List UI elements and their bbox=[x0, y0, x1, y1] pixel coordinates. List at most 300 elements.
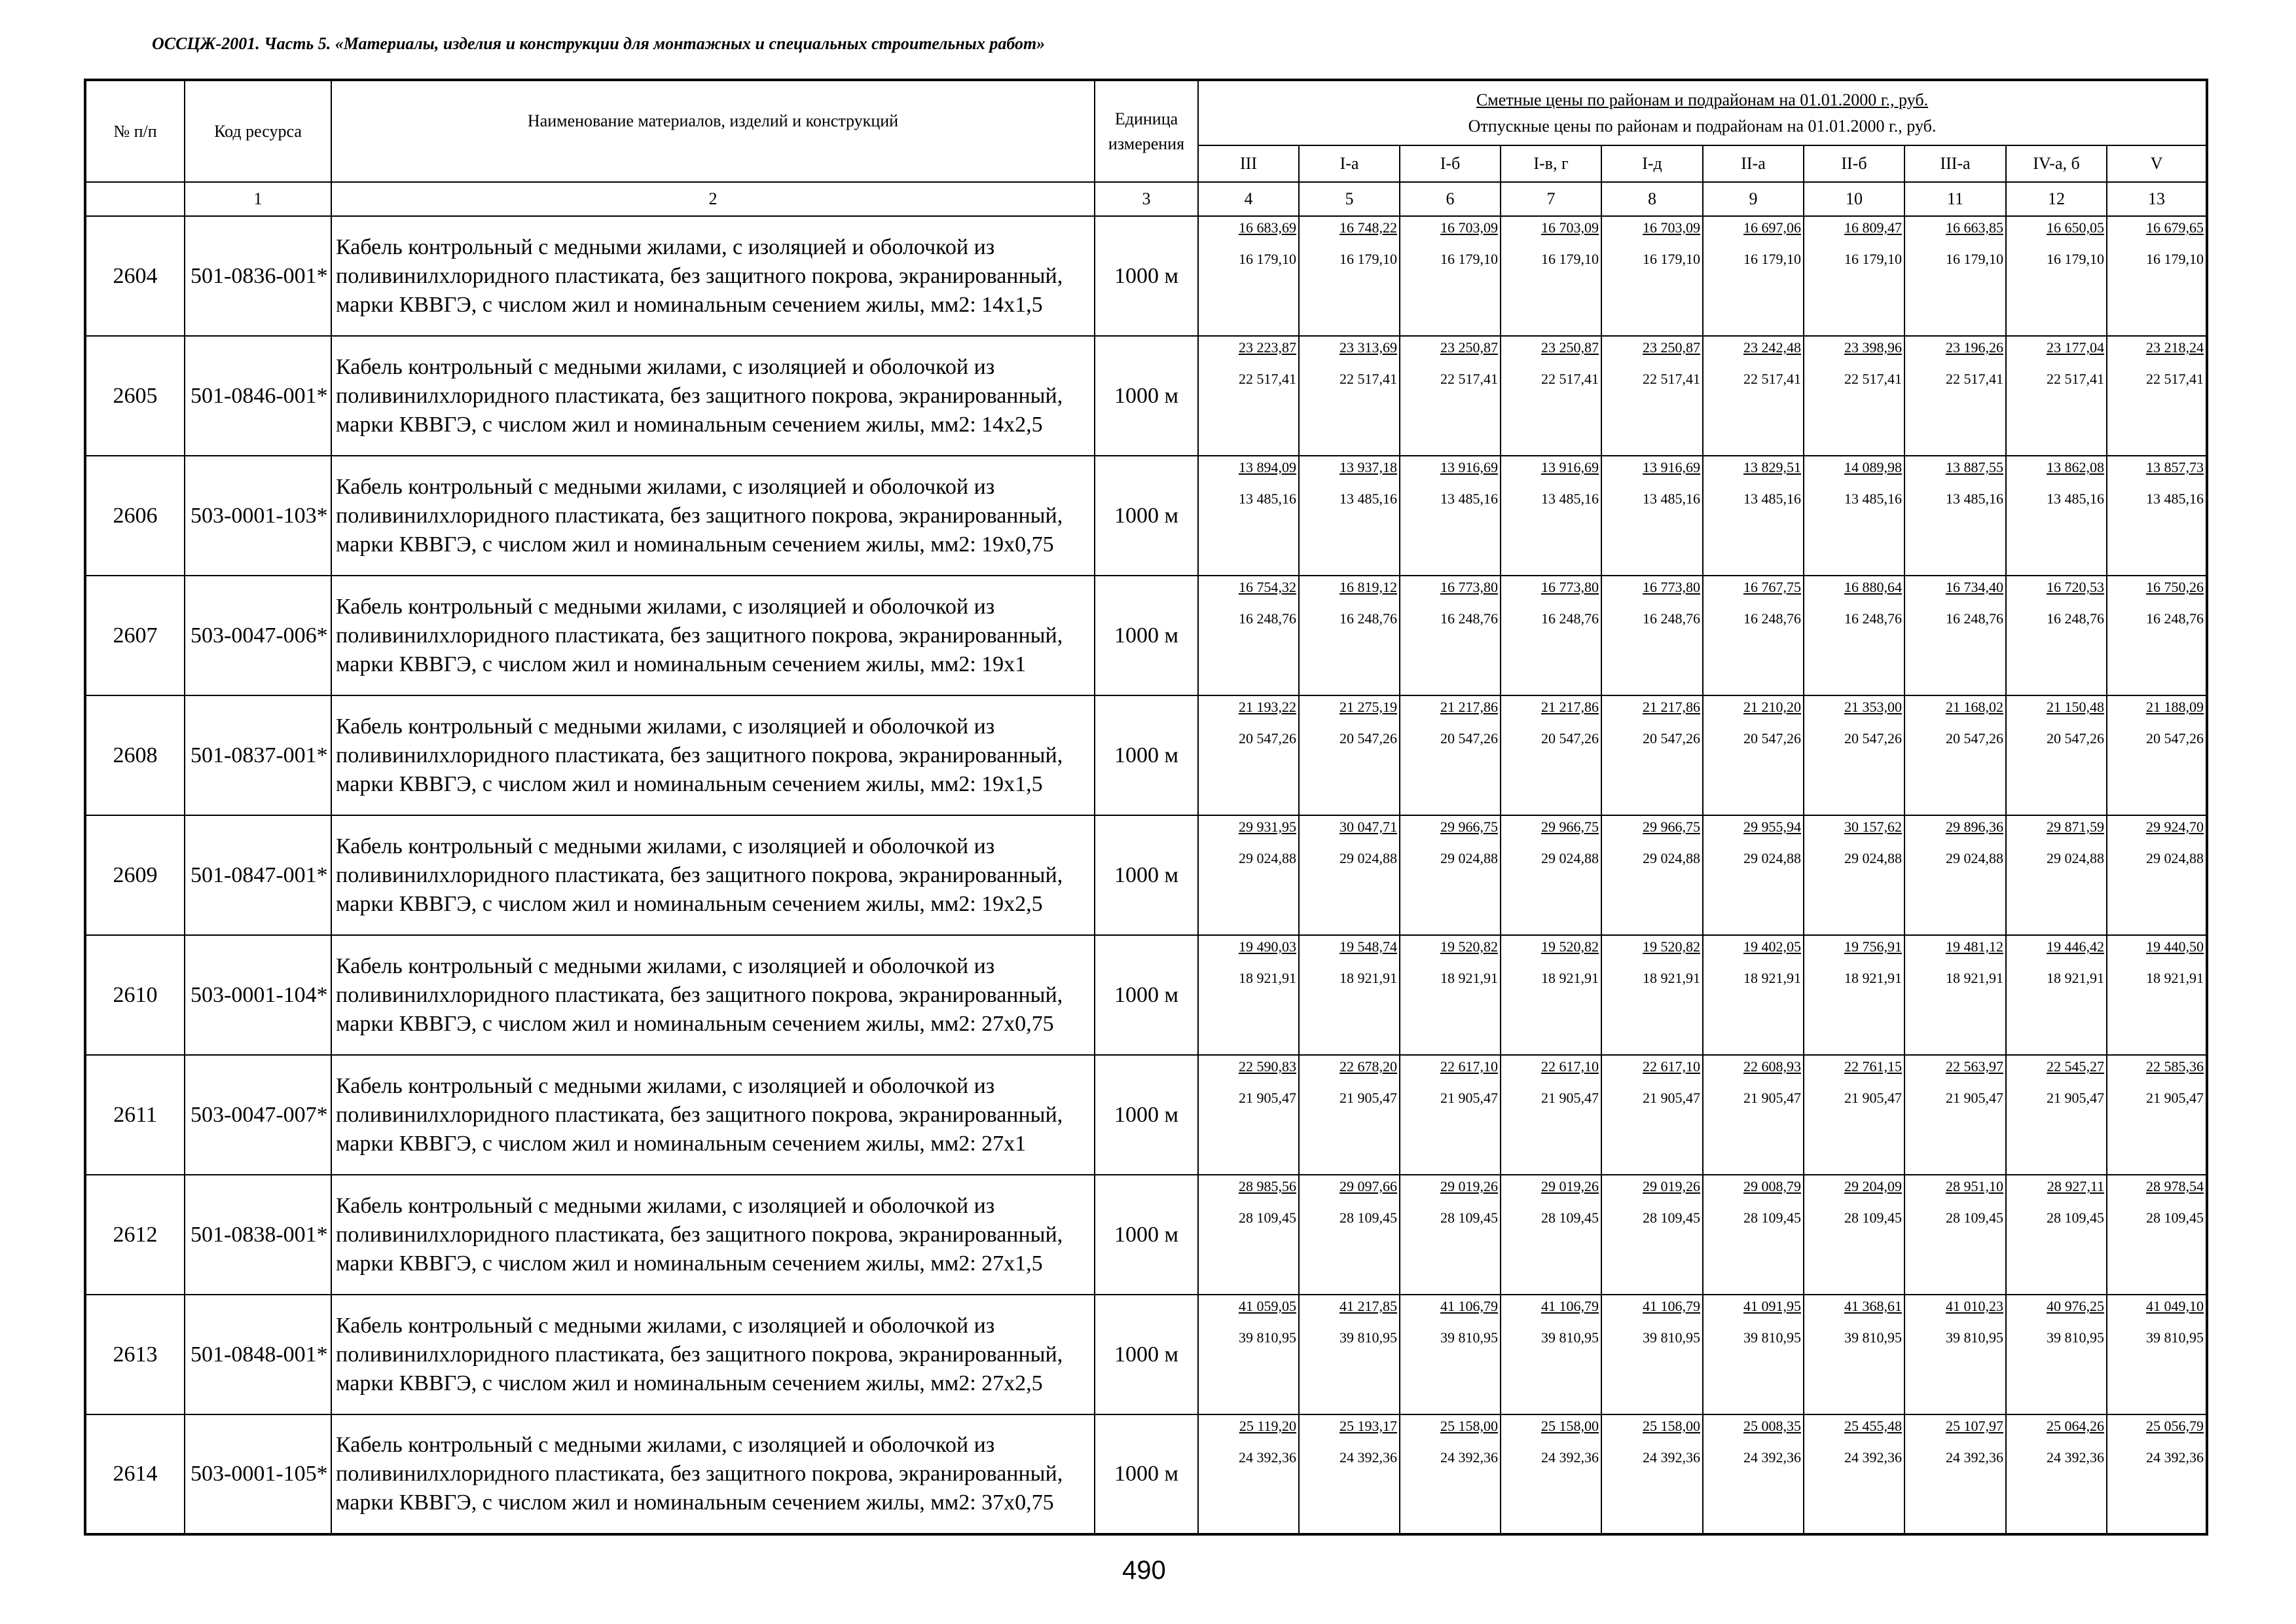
column-index: 4 bbox=[1198, 182, 1299, 216]
estimate-price: 13 937,18 bbox=[1339, 459, 1397, 475]
estimate-price: 13 862,08 bbox=[2047, 459, 2104, 475]
estimate-price: 28 985,56 bbox=[1239, 1178, 1296, 1194]
estimate-price: 30 157,62 bbox=[1844, 819, 1902, 835]
estimate-price: 23 250,87 bbox=[1541, 339, 1599, 356]
estimate-price: 21 217,86 bbox=[1643, 699, 1700, 715]
estimate-price: 22 608,93 bbox=[1743, 1058, 1801, 1075]
row-number: 2605 bbox=[85, 336, 185, 456]
price-cell bbox=[2107, 695, 2207, 815]
estimate-price: 16 773,80 bbox=[1643, 579, 1700, 595]
release-price: 22 517,41 bbox=[1239, 371, 1296, 387]
estimate-price: 29 019,26 bbox=[1541, 1178, 1599, 1194]
price-cell bbox=[1804, 1175, 1904, 1295]
material-name: Кабель контрольный с медными жилами, с изоляцией и оболочкой из поливинилхлоридного пластиката, без защитного покрова, экранированный, марки КВВГЭ, с числом жил и номинальным сечением жилы, мм2: 19x0,75 bbox=[331, 456, 1095, 576]
price-cell bbox=[2107, 336, 2207, 456]
release-price: 24 392,36 bbox=[1440, 1449, 1498, 1466]
estimate-price: 16 683,69 bbox=[1239, 219, 1296, 236]
price-cell bbox=[1601, 1175, 1703, 1295]
release-price: 16 248,76 bbox=[1541, 610, 1599, 627]
estimate-price: 41 049,10 bbox=[2146, 1298, 2204, 1314]
estimate-price: 16 880,64 bbox=[1844, 579, 1902, 595]
table-row bbox=[85, 1414, 2207, 1534]
estimate-price: 13 916,69 bbox=[1440, 459, 1498, 475]
estimate-price: 19 446,42 bbox=[2047, 938, 2104, 955]
estimate-price: 16 703,09 bbox=[1440, 219, 1498, 236]
estimate-price: 14 089,98 bbox=[1844, 459, 1902, 475]
column-index bbox=[85, 182, 185, 216]
price-cell bbox=[1299, 695, 1400, 815]
price-cell bbox=[1501, 336, 1601, 456]
table-row bbox=[85, 1295, 2207, 1414]
release-price: 29 024,88 bbox=[1643, 850, 1700, 866]
table-row bbox=[85, 576, 2207, 695]
price-cell bbox=[1904, 1414, 2006, 1534]
estimate-price: 23 223,87 bbox=[1239, 339, 1296, 356]
region-header: III bbox=[1198, 145, 1299, 182]
unit-of-measure: 1000 м bbox=[1095, 1295, 1198, 1414]
unit-of-measure: 1000 м bbox=[1095, 815, 1198, 935]
column-index: 3 bbox=[1095, 182, 1198, 216]
price-cell bbox=[1299, 1175, 1400, 1295]
material-name: Кабель контрольный с медными жилами, с изоляцией и оболочкой из поливинилхлоридного пластиката, без защитного покрова, экранированный, марки КВВГЭ, с числом жил и номинальным сечением жилы, мм2: 27x0,75 bbox=[331, 935, 1095, 1055]
release-price: 21 905,47 bbox=[1339, 1090, 1397, 1106]
column-index: 5 bbox=[1299, 182, 1400, 216]
price-cell bbox=[1198, 1414, 1299, 1534]
price-cell bbox=[1198, 576, 1299, 695]
release-price: 39 810,95 bbox=[2047, 1329, 2104, 1346]
estimate-price: 16 679,65 bbox=[2146, 219, 2204, 236]
price-cell bbox=[2107, 1055, 2207, 1175]
release-price: 28 109,45 bbox=[1239, 1209, 1296, 1226]
release-price: 16 248,76 bbox=[2146, 610, 2204, 627]
release-price: 16 248,76 bbox=[1239, 610, 1296, 627]
release-price: 21 905,47 bbox=[1440, 1090, 1498, 1106]
release-price: 20 547,26 bbox=[1339, 730, 1397, 747]
release-price: 39 810,95 bbox=[1743, 1329, 1801, 1346]
price-cell bbox=[1198, 815, 1299, 935]
col-header-name: Наименование материалов, изделий и конструкций bbox=[331, 80, 1095, 182]
price-cell bbox=[2107, 1295, 2207, 1414]
unit-of-measure: 1000 м bbox=[1095, 576, 1198, 695]
estimate-price: 23 250,87 bbox=[1440, 339, 1498, 356]
region-header: III-а bbox=[1904, 145, 2006, 182]
estimate-price: 25 158,00 bbox=[1541, 1418, 1599, 1434]
release-price: 39 810,95 bbox=[1339, 1329, 1397, 1346]
release-price: 22 517,41 bbox=[1440, 371, 1498, 387]
release-price: 29 024,88 bbox=[1946, 850, 2003, 866]
price-cell bbox=[1904, 216, 2006, 336]
release-price: 24 392,36 bbox=[1339, 1449, 1397, 1466]
column-index-row bbox=[85, 182, 2207, 216]
release-price: 16 248,76 bbox=[2047, 610, 2104, 627]
estimate-price: 29 931,95 bbox=[1239, 819, 1296, 835]
estimate-price: 16 748,22 bbox=[1339, 219, 1397, 236]
price-cell bbox=[1703, 1055, 1804, 1175]
release-price: 29 024,88 bbox=[1339, 850, 1397, 866]
table-row bbox=[85, 216, 2207, 336]
estimate-price: 22 761,15 bbox=[1844, 1058, 1902, 1075]
estimate-price: 22 617,10 bbox=[1643, 1058, 1700, 1075]
estimate-price: 25 064,26 bbox=[2047, 1418, 2104, 1434]
release-price: 16 179,10 bbox=[1339, 251, 1397, 267]
release-price: 22 517,41 bbox=[2047, 371, 2104, 387]
estimate-price: 19 440,50 bbox=[2146, 938, 2204, 955]
release-price: 39 810,95 bbox=[1643, 1329, 1700, 1346]
price-cell bbox=[1299, 935, 1400, 1055]
estimate-price: 29 019,26 bbox=[1440, 1178, 1498, 1194]
price-cell bbox=[1501, 456, 1601, 576]
release-price: 24 392,36 bbox=[1844, 1449, 1902, 1466]
price-cell bbox=[1501, 935, 1601, 1055]
region-header: I-б bbox=[1400, 145, 1501, 182]
unit-of-measure: 1000 м bbox=[1095, 456, 1198, 576]
price-cell bbox=[1501, 216, 1601, 336]
column-index: 11 bbox=[1904, 182, 2006, 216]
price-cell bbox=[1703, 1295, 1804, 1414]
price-cell bbox=[1501, 695, 1601, 815]
unit-of-measure: 1000 м bbox=[1095, 1055, 1198, 1175]
resource-code: 503-0047-006* bbox=[185, 576, 331, 695]
price-cell bbox=[1299, 1414, 1400, 1534]
table-row bbox=[85, 456, 2207, 576]
price-cell bbox=[1299, 336, 1400, 456]
estimate-price: 16 703,09 bbox=[1541, 219, 1599, 236]
resource-code: 501-0847-001* bbox=[185, 815, 331, 935]
col-header-unit: Единица измерения bbox=[1095, 80, 1198, 182]
price-cell bbox=[1198, 1175, 1299, 1295]
release-price: 16 179,10 bbox=[1844, 251, 1902, 267]
price-cell bbox=[1198, 935, 1299, 1055]
price-cell bbox=[1299, 1055, 1400, 1175]
estimate-price: 41 368,61 bbox=[1844, 1298, 1902, 1314]
estimate-price: 16 663,85 bbox=[1946, 219, 2003, 236]
region-header: IV-а, б bbox=[2006, 145, 2107, 182]
estimate-price: 13 894,09 bbox=[1239, 459, 1296, 475]
release-price: 16 179,10 bbox=[1440, 251, 1498, 267]
price-cell bbox=[1601, 1414, 1703, 1534]
price-header-estimate: Сметные цены по районам и подрайонам на 01.01.2000 г., руб. bbox=[1476, 90, 1929, 109]
estimate-price: 23 218,24 bbox=[2146, 339, 2204, 356]
column-index: 6 bbox=[1400, 182, 1501, 216]
estimate-price: 29 871,59 bbox=[2047, 819, 2104, 835]
price-cell bbox=[1904, 336, 2006, 456]
release-price: 22 517,41 bbox=[1643, 371, 1700, 387]
estimate-price: 41 106,79 bbox=[1541, 1298, 1599, 1314]
estimate-price: 16 734,40 bbox=[1946, 579, 2003, 595]
region-header: II-б bbox=[1804, 145, 1904, 182]
release-price: 29 024,88 bbox=[1743, 850, 1801, 866]
price-cell bbox=[1400, 456, 1501, 576]
price-cell bbox=[1703, 576, 1804, 695]
price-cell bbox=[1601, 216, 1703, 336]
estimate-price: 25 158,00 bbox=[1643, 1418, 1700, 1434]
region-header: I-а bbox=[1299, 145, 1400, 182]
release-price: 29 024,88 bbox=[1440, 850, 1498, 866]
resource-code: 503-0047-007* bbox=[185, 1055, 331, 1175]
release-price: 22 517,41 bbox=[1946, 371, 2003, 387]
estimate-price: 19 481,12 bbox=[1946, 938, 2003, 955]
price-cell bbox=[1501, 1175, 1601, 1295]
price-cell bbox=[1703, 1175, 1804, 1295]
column-index: 12 bbox=[2006, 182, 2107, 216]
column-index: 9 bbox=[1703, 182, 1804, 216]
estimate-price: 22 678,20 bbox=[1339, 1058, 1397, 1075]
release-price: 29 024,88 bbox=[1239, 850, 1296, 866]
release-price: 28 109,45 bbox=[1541, 1209, 1599, 1226]
release-price: 20 547,26 bbox=[1541, 730, 1599, 747]
release-price: 18 921,91 bbox=[1239, 970, 1296, 986]
price-cell bbox=[1198, 1055, 1299, 1175]
release-price: 13 485,16 bbox=[1440, 490, 1498, 507]
estimate-price: 41 217,85 bbox=[1339, 1298, 1397, 1314]
price-cell bbox=[1904, 935, 2006, 1055]
material-name: Кабель контрольный с медными жилами, с изоляцией и оболочкой из поливинилхлоридного пластиката, без защитного покрова, экранированный, марки КВВГЭ, с числом жил и номинальным сечением жилы, мм2: 27x1 bbox=[331, 1055, 1095, 1175]
release-price: 21 905,47 bbox=[1743, 1090, 1801, 1106]
release-price: 29 024,88 bbox=[1541, 850, 1599, 866]
region-header: I-д bbox=[1601, 145, 1703, 182]
estimate-price: 23 242,48 bbox=[1743, 339, 1801, 356]
estimate-price: 29 896,36 bbox=[1946, 819, 2003, 835]
estimate-price: 29 966,75 bbox=[1643, 819, 1700, 835]
estimate-price: 13 857,73 bbox=[2146, 459, 2204, 475]
price-cell bbox=[1703, 336, 1804, 456]
price-cell bbox=[2107, 935, 2207, 1055]
column-index: 7 bbox=[1501, 182, 1601, 216]
col-header-code: Код ресурса bbox=[185, 80, 331, 182]
estimate-price: 19 520,82 bbox=[1541, 938, 1599, 955]
row-number: 2607 bbox=[85, 576, 185, 695]
release-price: 29 024,88 bbox=[2146, 850, 2204, 866]
release-price: 20 547,26 bbox=[1946, 730, 2003, 747]
estimate-price: 25 119,20 bbox=[1239, 1418, 1296, 1434]
price-cell bbox=[2107, 815, 2207, 935]
price-cell bbox=[2107, 1175, 2207, 1295]
release-price: 13 485,16 bbox=[1541, 490, 1599, 507]
col-header-num: № п/п bbox=[85, 80, 185, 182]
release-price: 21 905,47 bbox=[2047, 1090, 2104, 1106]
release-price: 22 517,41 bbox=[1743, 371, 1801, 387]
price-cell bbox=[1400, 815, 1501, 935]
price-cell bbox=[2006, 1414, 2107, 1534]
row-number: 2610 bbox=[85, 935, 185, 1055]
release-price: 20 547,26 bbox=[1239, 730, 1296, 747]
release-price: 28 109,45 bbox=[2146, 1209, 2204, 1226]
release-price: 18 921,91 bbox=[1643, 970, 1700, 986]
price-cell bbox=[1703, 456, 1804, 576]
column-index: 2 bbox=[331, 182, 1095, 216]
unit-of-measure: 1000 м bbox=[1095, 1414, 1198, 1534]
estimate-price: 16 819,12 bbox=[1339, 579, 1397, 595]
price-cell bbox=[1198, 216, 1299, 336]
price-header-release: Отпускные цены по районам и подрайонам на 01.01.2000 г., руб. bbox=[1468, 116, 1937, 136]
release-price: 28 109,45 bbox=[1440, 1209, 1498, 1226]
table-row bbox=[85, 695, 2207, 815]
estimate-price: 16 750,26 bbox=[2146, 579, 2204, 595]
estimate-price: 25 455,48 bbox=[1844, 1418, 1902, 1434]
estimate-price: 22 585,36 bbox=[2146, 1058, 2204, 1075]
estimate-price: 22 563,97 bbox=[1946, 1058, 2003, 1075]
row-number: 2606 bbox=[85, 456, 185, 576]
release-price: 28 109,45 bbox=[1844, 1209, 1902, 1226]
price-cell bbox=[1804, 336, 1904, 456]
release-price: 24 392,36 bbox=[1239, 1449, 1296, 1466]
price-cell bbox=[1804, 1055, 1904, 1175]
estimate-price: 19 520,82 bbox=[1440, 938, 1498, 955]
price-cell bbox=[2006, 695, 2107, 815]
release-price: 24 392,36 bbox=[1743, 1449, 1801, 1466]
estimate-price: 25 193,17 bbox=[1339, 1418, 1397, 1434]
price-cell bbox=[1400, 695, 1501, 815]
release-price: 18 921,91 bbox=[1339, 970, 1397, 986]
release-price: 16 179,10 bbox=[1743, 251, 1801, 267]
table-row bbox=[85, 336, 2207, 456]
estimate-price: 16 720,53 bbox=[2047, 579, 2104, 595]
release-price: 20 547,26 bbox=[2047, 730, 2104, 747]
release-price: 16 179,10 bbox=[1541, 251, 1599, 267]
estimate-price: 19 520,82 bbox=[1643, 938, 1700, 955]
material-name: Кабель контрольный с медными жилами, с изоляцией и оболочкой из поливинилхлоридного пластиката, без защитного покрова, экранированный, марки КВВГЭ, с числом жил и номинальным сечением жилы, мм2: 14x1,5 bbox=[331, 216, 1095, 336]
release-price: 28 109,45 bbox=[1743, 1209, 1801, 1226]
price-cell bbox=[1400, 1414, 1501, 1534]
price-cell bbox=[1703, 935, 1804, 1055]
resource-code: 501-0848-001* bbox=[185, 1295, 331, 1414]
estimate-price: 13 887,55 bbox=[1946, 459, 2003, 475]
estimate-price: 16 697,06 bbox=[1743, 219, 1801, 236]
unit-of-measure: 1000 м bbox=[1095, 695, 1198, 815]
estimate-price: 21 353,00 bbox=[1844, 699, 1902, 715]
release-price: 13 485,16 bbox=[1643, 490, 1700, 507]
estimate-price: 29 019,26 bbox=[1643, 1178, 1700, 1194]
release-price: 16 248,76 bbox=[1643, 610, 1700, 627]
estimate-price: 22 545,27 bbox=[2047, 1058, 2104, 1075]
release-price: 18 921,91 bbox=[2047, 970, 2104, 986]
price-cell bbox=[2006, 216, 2107, 336]
release-price: 16 248,76 bbox=[1946, 610, 2003, 627]
price-cell bbox=[1804, 456, 1904, 576]
release-price: 16 248,76 bbox=[1743, 610, 1801, 627]
estimate-price: 21 193,22 bbox=[1239, 699, 1296, 715]
price-cell bbox=[2107, 1414, 2207, 1534]
estimate-price: 16 809,47 bbox=[1844, 219, 1902, 236]
estimate-price: 21 217,86 bbox=[1541, 699, 1599, 715]
price-cell bbox=[1703, 695, 1804, 815]
release-price: 39 810,95 bbox=[2146, 1329, 2204, 1346]
estimate-price: 29 924,70 bbox=[2146, 819, 2204, 835]
estimate-price: 41 059,05 bbox=[1239, 1298, 1296, 1314]
release-price: 18 921,91 bbox=[1541, 970, 1599, 986]
price-cell bbox=[1601, 1295, 1703, 1414]
release-price: 18 921,91 bbox=[1946, 970, 2003, 986]
price-cell bbox=[2006, 1055, 2107, 1175]
estimate-price: 29 008,79 bbox=[1743, 1178, 1801, 1194]
release-price: 24 392,36 bbox=[2146, 1449, 2204, 1466]
estimate-price: 25 056,79 bbox=[2146, 1418, 2204, 1434]
estimate-price: 16 773,80 bbox=[1541, 579, 1599, 595]
material-name: Кабель контрольный с медными жилами, с изоляцией и оболочкой из поливинилхлоридного пластиката, без защитного покрова, экранированный, марки КВВГЭ, с числом жил и номинальным сечением жилы, мм2: 27x2,5 bbox=[331, 1295, 1095, 1414]
column-index: 13 bbox=[2107, 182, 2207, 216]
estimate-price: 13 916,69 bbox=[1643, 459, 1700, 475]
price-cell bbox=[1400, 1175, 1501, 1295]
release-price: 39 810,95 bbox=[1239, 1329, 1296, 1346]
release-price: 24 392,36 bbox=[1643, 1449, 1700, 1466]
price-cell bbox=[1601, 1055, 1703, 1175]
price-cell bbox=[1804, 695, 1904, 815]
material-name: Кабель контрольный с медными жилами, с изоляцией и оболочкой из поливинилхлоридного пластиката, без защитного покрова, экранированный, марки КВВГЭ, с числом жил и номинальным сечением жилы, мм2: 37x0,75 bbox=[331, 1414, 1095, 1534]
col-header-prices bbox=[1198, 80, 2207, 145]
estimate-price: 28 978,54 bbox=[2146, 1178, 2204, 1194]
release-price: 39 810,95 bbox=[1844, 1329, 1902, 1346]
estimate-price: 21 168,02 bbox=[1946, 699, 2003, 715]
release-price: 24 392,36 bbox=[2047, 1449, 2104, 1466]
release-price: 18 921,91 bbox=[1440, 970, 1498, 986]
estimate-price: 23 177,04 bbox=[2047, 339, 2104, 356]
release-price: 13 485,16 bbox=[1339, 490, 1397, 507]
estimate-price: 25 158,00 bbox=[1440, 1418, 1498, 1434]
price-cell bbox=[1904, 1055, 2006, 1175]
estimate-price: 23 250,87 bbox=[1643, 339, 1700, 356]
price-cell bbox=[1601, 576, 1703, 695]
row-number: 2612 bbox=[85, 1175, 185, 1295]
release-price: 18 921,91 bbox=[1743, 970, 1801, 986]
estimate-price: 16 703,09 bbox=[1643, 219, 1700, 236]
release-price: 21 905,47 bbox=[2146, 1090, 2204, 1106]
release-price: 29 024,88 bbox=[2047, 850, 2104, 866]
release-price: 24 392,36 bbox=[1541, 1449, 1599, 1466]
table-row bbox=[85, 935, 2207, 1055]
page-number: 490 bbox=[1122, 1556, 1166, 1585]
region-header: V bbox=[2107, 145, 2207, 182]
release-price: 20 547,26 bbox=[1440, 730, 1498, 747]
release-price: 20 547,26 bbox=[2146, 730, 2204, 747]
price-cell bbox=[2107, 216, 2207, 336]
estimate-price: 23 398,96 bbox=[1844, 339, 1902, 356]
price-cell bbox=[2006, 576, 2107, 695]
release-price: 24 392,36 bbox=[1946, 1449, 2003, 1466]
release-price: 13 485,16 bbox=[2146, 490, 2204, 507]
price-cell bbox=[2006, 1295, 2107, 1414]
release-price: 28 109,45 bbox=[1946, 1209, 2003, 1226]
row-number: 2604 bbox=[85, 216, 185, 336]
estimate-price: 22 590,83 bbox=[1239, 1058, 1296, 1075]
estimate-price: 41 010,23 bbox=[1946, 1298, 2003, 1314]
price-cell bbox=[1804, 216, 1904, 336]
estimate-price: 19 756,91 bbox=[1844, 938, 1902, 955]
price-cell bbox=[1400, 336, 1501, 456]
price-cell bbox=[1400, 935, 1501, 1055]
release-price: 16 179,10 bbox=[1946, 251, 2003, 267]
estimate-price: 19 402,05 bbox=[1743, 938, 1801, 955]
estimate-price: 25 107,97 bbox=[1946, 1418, 2003, 1434]
release-price: 13 485,16 bbox=[1743, 490, 1801, 507]
release-price: 16 248,76 bbox=[1339, 610, 1397, 627]
estimate-price: 13 916,69 bbox=[1541, 459, 1599, 475]
table-row bbox=[85, 815, 2207, 935]
release-price: 21 905,47 bbox=[1541, 1090, 1599, 1106]
price-cell bbox=[1904, 456, 2006, 576]
resource-code: 503-0001-104* bbox=[185, 935, 331, 1055]
unit-of-measure: 1000 м bbox=[1095, 216, 1198, 336]
estimate-price: 23 313,69 bbox=[1339, 339, 1397, 356]
release-price: 22 517,41 bbox=[1541, 371, 1599, 387]
estimate-price: 29 204,09 bbox=[1844, 1178, 1902, 1194]
estimate-price: 16 767,75 bbox=[1743, 579, 1801, 595]
estimate-price: 16 754,32 bbox=[1239, 579, 1296, 595]
release-price: 13 485,16 bbox=[1946, 490, 2003, 507]
price-cell bbox=[1299, 1295, 1400, 1414]
release-price: 22 517,41 bbox=[2146, 371, 2204, 387]
material-name: Кабель контрольный с медными жилами, с изоляцией и оболочкой из поливинилхлоридного пластиката, без защитного покрова, экранированный, марки КВВГЭ, с числом жил и номинальным сечением жилы, мм2: 19x1 bbox=[331, 576, 1095, 695]
estimate-price: 28 927,11 bbox=[2047, 1178, 2104, 1194]
